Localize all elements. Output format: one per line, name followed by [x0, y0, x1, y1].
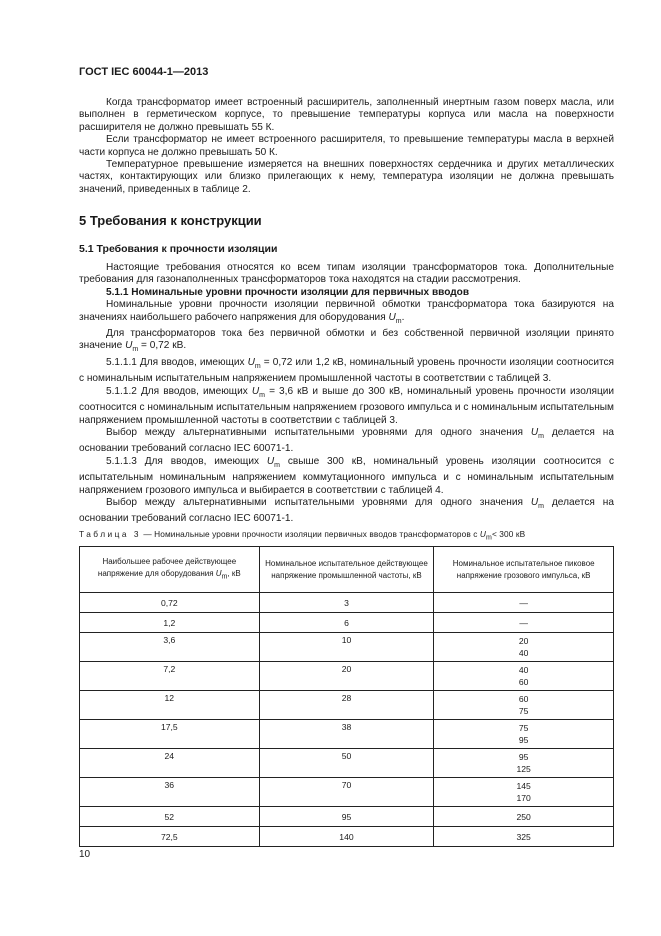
cell-um: 36 [80, 778, 260, 807]
cell-um: 3,6 [80, 633, 260, 662]
impulse-value: 145 [516, 781, 531, 791]
table-row [80, 613, 614, 633]
cell-power-frequency: 70 [259, 778, 434, 807]
column-header-lightning-impulse: Номинальное испытательное пиковое напряжение грозового импульса, кВ [434, 547, 614, 593]
impulse-value: 75 [518, 706, 529, 716]
cell-lightning-impulse [434, 807, 614, 827]
paragraph: Если трансформатор не имеет встроенного расширителя, то превышение температуры масла в верхней части корпуса не должно превышать 50 К. [79, 134, 614, 158]
impulse-value: 40 [518, 665, 529, 675]
cell-um: 24 [80, 749, 260, 778]
cell-power-frequency: 20 [259, 662, 434, 691]
impulse-value: 125 [516, 764, 531, 774]
impulse-value: 325 [516, 831, 531, 842]
paragraph: Настоящие требования относятся ко всем типам изоляции трансформаторов тока. Дополнительные требования для газонаполненных трансформаторов тока находятся на стадии рассмотрения. [79, 262, 614, 286]
paragraph: Выбор между альтернативными испытательными уровнями для одного значения $U_m$ делается на основании требований согласно IEC 60071-1. [79, 497, 614, 525]
column-header-um: Наибольшее рабочее действующее напряжение для оборудования $U_m$, кВ [80, 547, 260, 593]
cell-lightning-impulse [434, 691, 614, 720]
paragraph: Выбор между альтернативными испытательными уровнями для одного значения $U_m$ делается на основании требований согласно IEC 60071-1. [79, 426, 614, 455]
cell-um: 12 [80, 691, 260, 720]
cell-um: 0,72 [80, 593, 260, 613]
impulse-value: 170 [516, 793, 531, 803]
impulse-value: 60 [518, 694, 529, 704]
cell-um: 52 [80, 807, 260, 827]
table-row [80, 593, 614, 613]
section-5-1-body [79, 262, 614, 526]
table-row [80, 807, 614, 827]
paragraph: Когда трансформатор имеет встроенный расширитель, заполненный инертным газом поверх масла, или выполнен в герметическом корпусе, то превышение температуры корпуса или масла на поверхности расширителя не должно превышать 55 К. [79, 97, 614, 133]
cell-power-frequency: 3 [259, 593, 434, 613]
page-number: 10 [79, 849, 91, 860]
cell-power-frequency: 140 [259, 827, 434, 847]
cell-power-frequency: 95 [259, 807, 434, 827]
impulse-value: 60 [518, 677, 529, 687]
table-row [80, 662, 614, 691]
cell-lightning-impulse [434, 633, 614, 662]
paragraph: 5.1.1.2 Для вводов, имеющих $U_m = 3,6$ кВ и выше до 300 кВ, номинальный уровень прочности изоляции соотносится с номинальным испытательным напряжением грозового импульса и с номинальным испытательным напряжением промышленной частоты в соответствии с таблицей 3. [79, 385, 614, 426]
cell-um: 72,5 [80, 827, 260, 847]
cell-um: 7,2 [80, 662, 260, 691]
impulse-value: 95 [518, 735, 529, 745]
paragraph: Температурное превышение измеряется на внешних поверхностях сердечника и других металлических частях, контактирующих или близко прилегающих к нему, температура изоляции не должна превышать значений, приведенных в таблице 2. [79, 159, 614, 195]
impulse-value: 250 [516, 811, 531, 822]
section-5-1-1-title: 5.1.1 Номинальные уровни прочности изоляции для первичных вводов [106, 286, 470, 298]
cell-lightning-impulse [434, 662, 614, 691]
cell-lightning-impulse [434, 613, 614, 633]
cell-lightning-impulse [434, 593, 614, 613]
section-5-title: 5 Требования к конструкции [79, 213, 262, 228]
paragraph: Для трансформаторов тока без первичной обмотки и без собственной первичной изоляции принято значение $U_m = 0,72$ кВ. [79, 328, 614, 354]
impulse-value: — [519, 617, 528, 628]
intro-text [79, 97, 614, 196]
table-row [80, 749, 614, 778]
cell-um: 17,5 [80, 720, 260, 749]
cell-lightning-impulse [434, 778, 614, 807]
cell-um: 1,2 [80, 613, 260, 633]
paragraph: 5.1.1.3 Для вводов, имеющих $U_m$ свыше 300 кВ, номинальный уровень изоляции соотносится с испытательным номинальным напряжением коммутационного импульса и с номинальным испытательным напряжением грозового импульса и выбирается в соответствии с таблицей 4. [79, 455, 615, 496]
cell-power-frequency: 28 [259, 691, 434, 720]
column-header-power-frequency: Номинальное испытательное действующее напряжение промышленной частоты, кВ [259, 547, 434, 593]
cell-lightning-impulse [434, 827, 614, 847]
impulse-value: 20 [518, 636, 529, 646]
table-row [80, 827, 614, 847]
cell-power-frequency: 38 [259, 720, 434, 749]
table-row [80, 691, 614, 720]
cell-power-frequency: 50 [259, 749, 434, 778]
table-row [80, 778, 614, 807]
impulse-value: 95 [518, 752, 529, 762]
cell-lightning-impulse [434, 720, 614, 749]
insulation-levels-table [79, 546, 614, 847]
document-header: ГОСТ IEC 60044-1—2013 [79, 66, 209, 78]
table-row [80, 633, 614, 662]
impulse-value: 75 [518, 723, 529, 733]
table-header-row [80, 547, 614, 593]
impulse-value: 40 [518, 648, 529, 658]
table-caption: Таблица 3 — Номинальные уровни прочности изоляции первичных вводов трансформаторов с $U_m< 300$ кВ [79, 529, 526, 542]
cell-lightning-impulse [434, 749, 614, 778]
cell-power-frequency: 10 [259, 633, 434, 662]
paragraph: 5.1.1.1 Для вводов, имеющих $U_m = 0,72$ или 1,2 кВ, номинальный уровень прочности изоляции соотносится с номинальным испытательным напряжением промышленной частоты в соответствии с таблицей 3. [79, 356, 615, 385]
section-5-1-title: 5.1 Требования к прочности изоляции [79, 243, 278, 255]
impulse-value: — [519, 597, 528, 608]
paragraph: Номинальные уровни прочности изоляции первичной обмотки трансформатора тока базируются на значениях наибольшего рабочего напряжения для оборудования $U_m$. [79, 299, 614, 325]
table-row [80, 720, 614, 749]
cell-power-frequency: 6 [259, 613, 434, 633]
